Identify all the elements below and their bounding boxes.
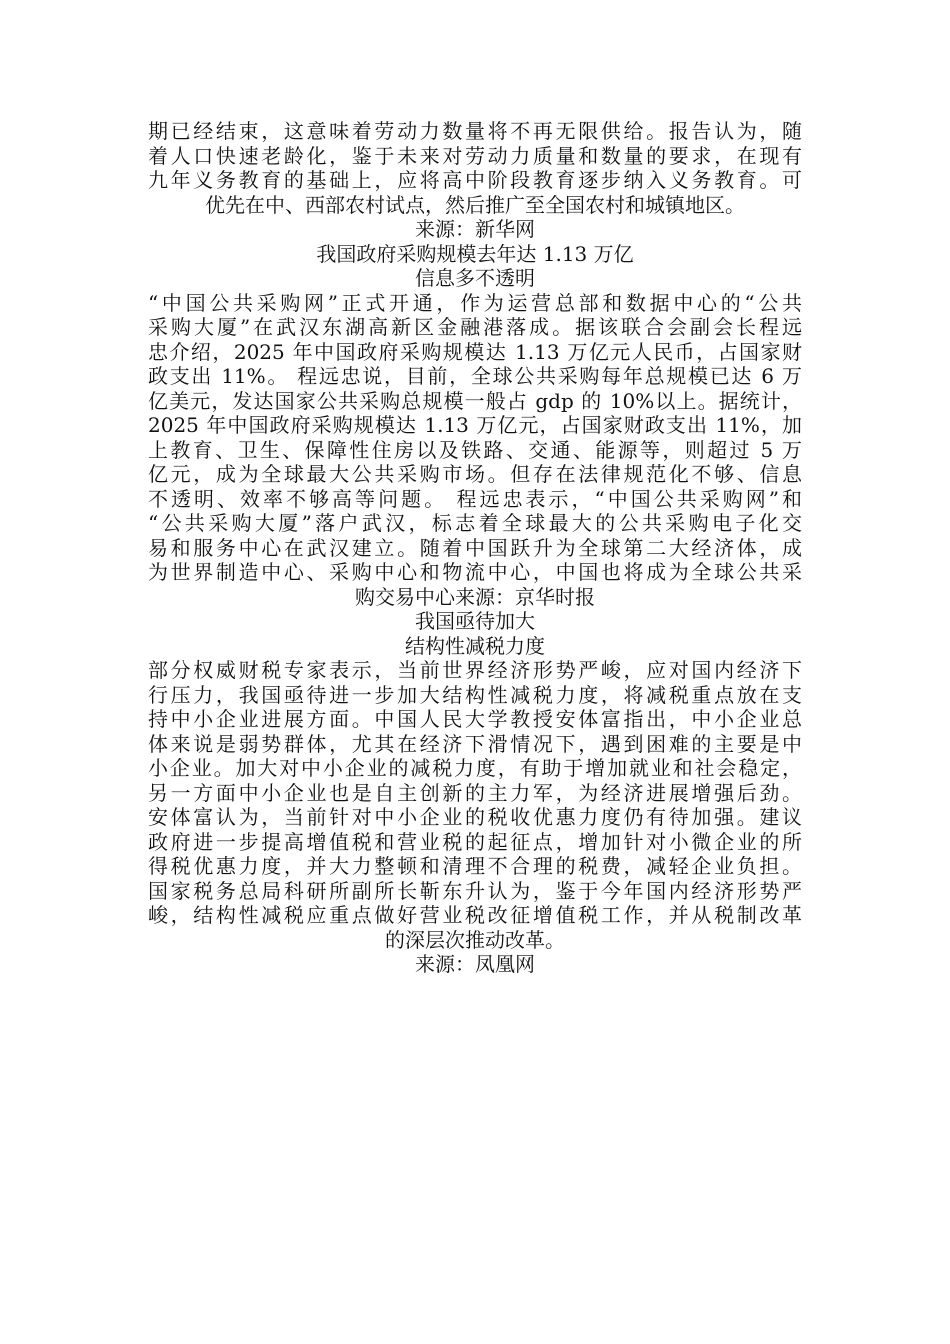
text-line: 行压力，我国亟待进一步加大结构性减税力度，将减税重点放在支 — [148, 682, 802, 707]
text-line: 安体富认为，当前针对中小企业的税收优惠力度仍有待加强。建议 — [148, 805, 802, 829]
text-line: 的深层次推动改革。 — [385, 927, 565, 952]
article-1-source: 来源：新华网 — [415, 217, 535, 241]
text-line: 着人口快速老龄化，鉴于未来对劳动力质量和数量的要求，在现有 — [148, 143, 802, 168]
text-line: 体来说是弱势群体，尤其在经济下滑情况下，遇到困难的主要是中 — [148, 731, 802, 756]
article-3-body — [148, 658, 802, 952]
text-line: 购交易中心来源：京华时报 — [355, 584, 595, 609]
text-line: 为世界制造中心、采购中心和物流中心，中国也将成为全球公共采 — [148, 560, 802, 584]
text-line: 小企业。加大对中小企业的减税力度，有助于增加就业和社会稳定， — [148, 756, 802, 780]
text-line: “公共采购大厦”落户武汉，标志着全球最大的公共采购电子化交 — [148, 511, 802, 535]
text-line: 不透明、效率不够高等问题。 程远忠表示，“中国公共采购网”和 — [148, 486, 802, 511]
article-1-body — [148, 119, 802, 217]
text-line: 期已经结束，这意味着劳动力数量将不再无限供给。报告认为，随 — [148, 119, 802, 143]
article-2-body — [148, 291, 802, 610]
text-line: 亿美元，发达国家公共采购总规模一般占 gdp 的 10%以上。据统计， — [148, 388, 802, 413]
document-page — [148, 119, 802, 977]
text-line: 上教育、卫生、保障性住房以及铁路、交通、能源等，则超过 5 万 — [148, 437, 802, 462]
text-line: 优先在中、西部农村试点，然后推广至全国农村和城镇地区。 — [205, 192, 745, 217]
text-line: 部分权威财税专家表示，当前世界经济形势严峻，应对国内经济下 — [148, 658, 802, 682]
text-line: 国家税务总局科研所副所长靳东升认为，鉴于今年国内经济形势严 — [148, 878, 802, 903]
text-line: 得税优惠力度，并大力整顿和清理不合理的税费，减轻企业负担。 — [148, 854, 802, 878]
text-line: 2025 年中国政府采购规模达 1.13 万亿元，占国家财政支出 11%，加 — [148, 413, 802, 437]
text-line: 忠介绍，2025 年中国政府采购规模达 1.13 万亿元人民币，占国家财 — [148, 339, 802, 364]
text-line: 持中小企业进展方面。中国人民大学教授安体富指出，中小企业总 — [148, 707, 802, 731]
text-line: 峻，结构性减税应重点做好营业税改征增值税工作，并从税制改革 — [148, 903, 802, 927]
text-line: 采购大厦”在武汉东湖高新区金融港落成。据该联合会副会长程远 — [148, 315, 802, 339]
title-line: 信息多不透明 — [415, 266, 535, 290]
title-line: 我国政府采购规模去年达 1.13 万亿 — [316, 241, 634, 266]
text-line: 政支出 11%。 程远忠说，目前，全球公共采购每年总规模已达 6 万 — [148, 364, 802, 388]
title-line: 我国亟待加大 — [415, 609, 535, 633]
text-line: 另一方面中小企业也是自主创新的主力军，为经济进展增强后劲。 — [148, 780, 802, 805]
article-3-source: 来源：凤凰网 — [415, 952, 535, 976]
article-3-title — [148, 609, 802, 658]
text-line: 政府进一步提高增值税和营业税的起征点，增加针对小微企业的所 — [148, 829, 802, 854]
title-line: 结构性减税力度 — [405, 633, 545, 658]
text-line: 九年义务教育的基础上，应将高中阶段教育逐步纳入义务教育。可 — [148, 168, 802, 192]
text-line: 易和服务中心在武汉建立。随着中国跃升为全球第二大经济体，成 — [148, 535, 802, 560]
article-2-title — [148, 242, 802, 291]
text-line: 亿元，成为全球最大公共采购市场。但存在法律规范化不够、信息 — [148, 462, 802, 486]
text-line: “中国公共采购网”正式开通，作为运营总部和数据中心的“公共 — [148, 290, 802, 315]
